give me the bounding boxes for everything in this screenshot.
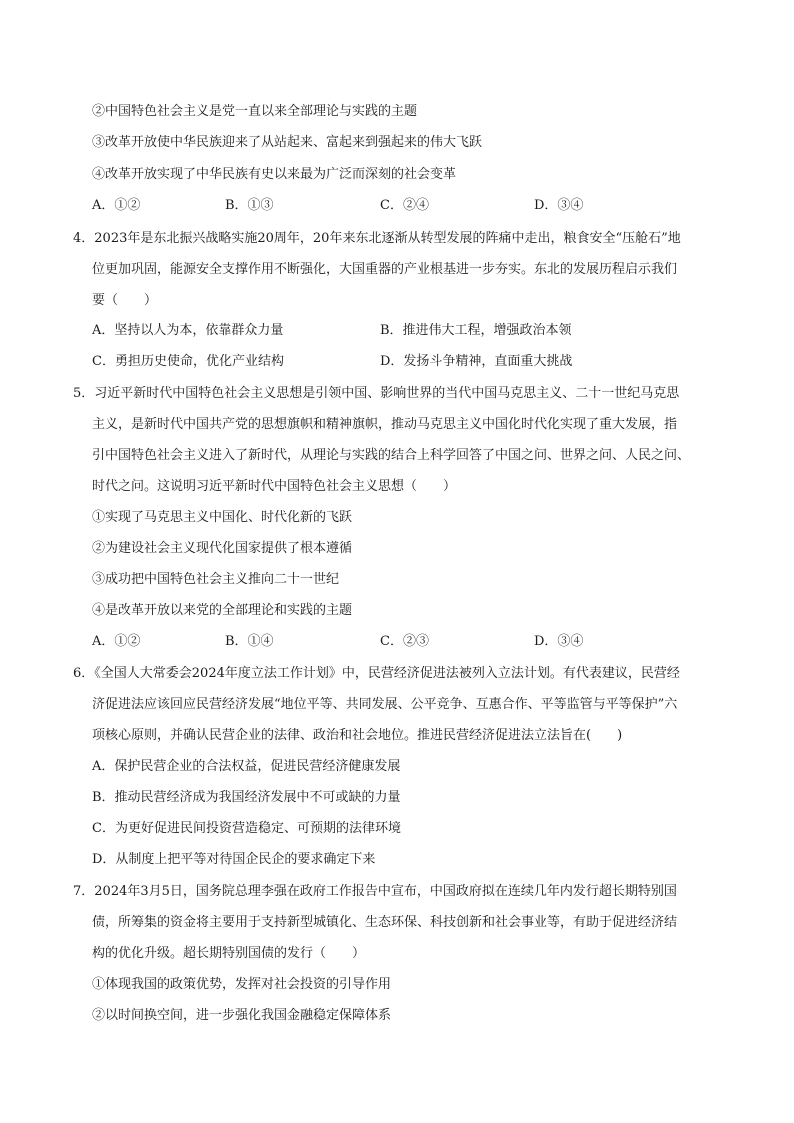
q5-statement-3: ③成功把中国特色社会主义推向二十一世纪 — [92, 572, 340, 587]
q3-statement-4: ④改革开放实现了中华民族有史以来最为广泛而深刻的社会变革 — [92, 167, 457, 182]
q4-stem-line-2: 位更加巩固，能源安全支撑作用不断强化，大国重器的产业根基进一步夯实。东北的发展历程启示我们 — [92, 262, 678, 277]
q3-statement-3: ③改革开放使中华民族迎来了从站起来、富起来到强起来的伟大飞跃 — [92, 135, 483, 150]
q3-option-c[interactable]: C．②④ — [380, 198, 429, 213]
q4-option-d[interactable]: D．发扬斗争精神，直面重大挑战 — [380, 354, 573, 369]
q5-stem-line-4: 时代之问。这说明习近平新时代中国特色社会主义思想（ ） — [92, 479, 457, 494]
q5-stem-line-3: 引中国特色社会主义进入了新时代，从理论与实践的结合上科学回答了中国之问、世界之问、人民之问、 — [92, 448, 691, 463]
q5-statement-1: ①实现了马克思主义中国化、时代化新的飞跃 — [92, 510, 353, 525]
q7-stem-line-1: 7．2024年3月5日，国务院总理李强在政府工作报告中宣布，中国政府拟在连续几年内发行超长期特别国 — [73, 884, 677, 899]
q5-stem-line-1: 5．习近平新时代中国特色社会主义思想是引领中国、影响世界的当代中国马克思主义、二十一世纪马克思 — [73, 386, 680, 401]
q6-option-a[interactable]: A．保护民营企业的合法权益，促进民营经济健康发展 — [92, 759, 401, 774]
q5-option-c[interactable]: C．②③ — [380, 634, 429, 649]
q7-stem-line-2: 债，所筹集的资金将主要用于支持新型城镇化、生态环保、科技创新和社会事业等，有助于促进经济结 — [92, 915, 678, 930]
q5-option-a[interactable]: A．①② — [92, 634, 141, 649]
q6-stem-line-1: 6．《全国人大常委会2024年度立法工作计划》中，民营经济促进法被列入立法计划。有代表建议，民营经 — [73, 666, 680, 681]
q5-option-b[interactable]: B．①④ — [225, 634, 274, 649]
q5-stem-line-2: 主义，是新时代中国共产党的思想旗帜和精神旗帜，推动马克思主义中国化时代化实现了重大发展，指 — [92, 417, 678, 432]
q3-option-b[interactable]: B．①③ — [225, 198, 274, 213]
q4-option-b[interactable]: B．推进伟大工程，增强政治本领 — [380, 323, 572, 338]
q4-stem-line-1: 4．2023年是东北振兴战略实施20周年，20年来东北逐渐从转型发展的阵痛中走出，粮食安全“压舱石”地 — [73, 231, 681, 246]
q3-option-a[interactable]: A．①② — [92, 198, 141, 213]
q6-option-d[interactable]: D．从制度上把平等对待国企民企的要求确定下来 — [92, 852, 376, 867]
q4-option-c[interactable]: C．勇担历史使命，优化产业结构 — [92, 354, 284, 369]
q4-option-a[interactable]: A．坚持以人为本，依靠群众力量 — [92, 323, 284, 338]
q3-statement-2: ②中国特色社会主义是党一直以来全部理论与实践的主题 — [92, 104, 418, 119]
q6-option-c[interactable]: C．为更好促进民间投资营造稳定、可预期的法律环境 — [92, 821, 401, 836]
q5-statement-4: ④是改革开放以来党的全部理论和实践的主题 — [92, 603, 353, 618]
q7-statement-2: ②以时间换空间，进一步强化我国金融稳定保障体系 — [92, 1008, 392, 1023]
q3-option-d[interactable]: D．③④ — [534, 198, 584, 213]
q7-stem-line-3: 构的优化升级。超长期特别国债的发行（ ） — [92, 946, 366, 961]
q6-stem-line-3: 项核心原则，并确认民营企业的法律、政治和社会地位。推进民营经济促进法立法旨在( ) — [92, 728, 623, 743]
q4-stem-line-3: 要（ ） — [92, 293, 158, 308]
q6-stem-line-2: 济促进法应该回应民营经济发展“地位平等、共同发展、公平竞争、互惠合作、平等监管与平等保护”六 — [92, 697, 678, 712]
q5-statement-2: ②为建设社会主义现代化国家提供了根本遵循 — [92, 541, 353, 556]
q7-statement-1: ①体现我国的政策优势，发挥对社会投资的引导作用 — [92, 977, 392, 992]
q5-option-d[interactable]: D．③④ — [534, 634, 584, 649]
q6-option-b[interactable]: B．推动民营经济成为我国经济发展中不可或缺的力量 — [92, 790, 401, 805]
